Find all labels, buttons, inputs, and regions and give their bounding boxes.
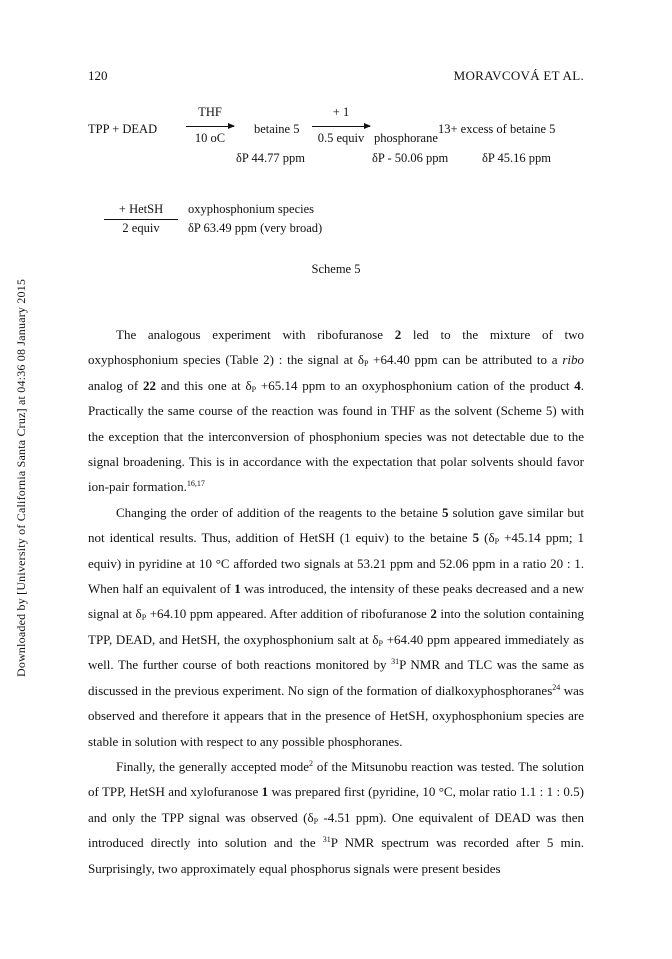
shift-betaine: δP 44.77 ppm: [236, 151, 305, 165]
paragraph-3: Finally, the generally accepted mode$^2$ of the Mitsunobu reaction was tested. The solution of TPP, HetSH and xylofuranose 1 was prepared first (pyridine, 10 °C, molar ratio 1.1 : 1 : 0.5) and only the TPP signal was observed ($\delta_P$ -4.51 ppm). One equivalent of DEAD was then introduced directly into solution and the $^{31}$P NMR spectrum was recorded after 5 min. Surprisingly, two approximately equal phosphorus signals were present besides: [88, 758, 584, 876]
paragraph-2: Changing the order of addition of the reagents to the betaine 5 solution gave similar but not identical results. Thus, addition of HetSH (1 equiv) to the betaine 5 ($\delta_P +45.14$ ppm; 1 equiv) in pyridine at 10 °C afforded two signals at 53.21 ppm and 52.06 ppm in a ratio 20 : 1. When half an equivalent of 1 was introduced, the intensity of these peaks decreased and a new signal at $\delta_P +64.10$ ppm appeared. After addition of ribofuranose 2 into the solution containing TPP, DEAD, and HetSH, the oxyphosphonium salt at $\delta_P +64.40$ ppm appeared immediately as well. The further course of both reactions monitored by $^{31}$P NMR and TLC was the same as discussed in the previous experiment. No sign of the formation of dialkoxyphosphoranes$^{24}$ was observed and therefore it appears that in the presence of HetSH, oxyphosphonium species are stable in solution with respect to any possible phosphoranes.: [88, 504, 585, 749]
page-number: 120: [88, 68, 108, 83]
body-text: [88, 322, 584, 881]
download-watermark: Downloaded by [University of California Santa Cruz] at 04:36 08 January 2015: [14, 278, 28, 677]
arrow1-top-label: THF: [198, 105, 222, 119]
scheme-product: 13+ excess of betaine 5: [438, 122, 556, 136]
scheme-betaine: betaine 5: [254, 122, 300, 136]
scheme-reactants: TPP + DEAD: [88, 122, 158, 136]
running-head: MORAVCOVÁ ET AL.: [453, 68, 584, 83]
oxy-species: oxyphosphonium species: [188, 202, 315, 216]
shift-product: δP 45.16 ppm: [482, 151, 551, 165]
oxy-shift: δP 63.49 ppm (very broad): [188, 221, 323, 235]
arrow2-bottom-label: 0.5 equiv: [317, 131, 365, 145]
arrow3-line: [104, 219, 178, 220]
arrow2: [312, 126, 370, 127]
shift-phosphorane: δP - 50.06 ppm: [372, 151, 449, 165]
arrow3-bottom-label: 2 equiv: [122, 221, 160, 235]
arrow1-bottom-label: 10 oC: [194, 131, 226, 145]
arrow1: [186, 126, 234, 127]
scheme-phosphorane: phosphorane: [374, 131, 438, 145]
scheme-caption: Scheme 5: [311, 262, 361, 276]
arrow2-top-label: + 1: [332, 105, 350, 119]
paragraph-1: The analogous experiment with ribofuranose 2 led to the mixture of two oxyphosphonium species (Table 2) : the signal at $\delta_P +64.40$ ppm can be attributed to a ribo analog of 22 and this one at $\delta_P +65.14$ ppm to an oxyphosphonium cation of the product 4. Practically the same course of the reaction was found in THF as the solvent (Scheme 5) with the exception that the interconversion of phosphonium species was not detectable due to the signal broadening. This is in accordance with the expectation that polar solvents should favor ion-pair formation.$^{16,17}$: [88, 327, 585, 495]
arrow3-top-label: + HetSH: [118, 202, 164, 216]
